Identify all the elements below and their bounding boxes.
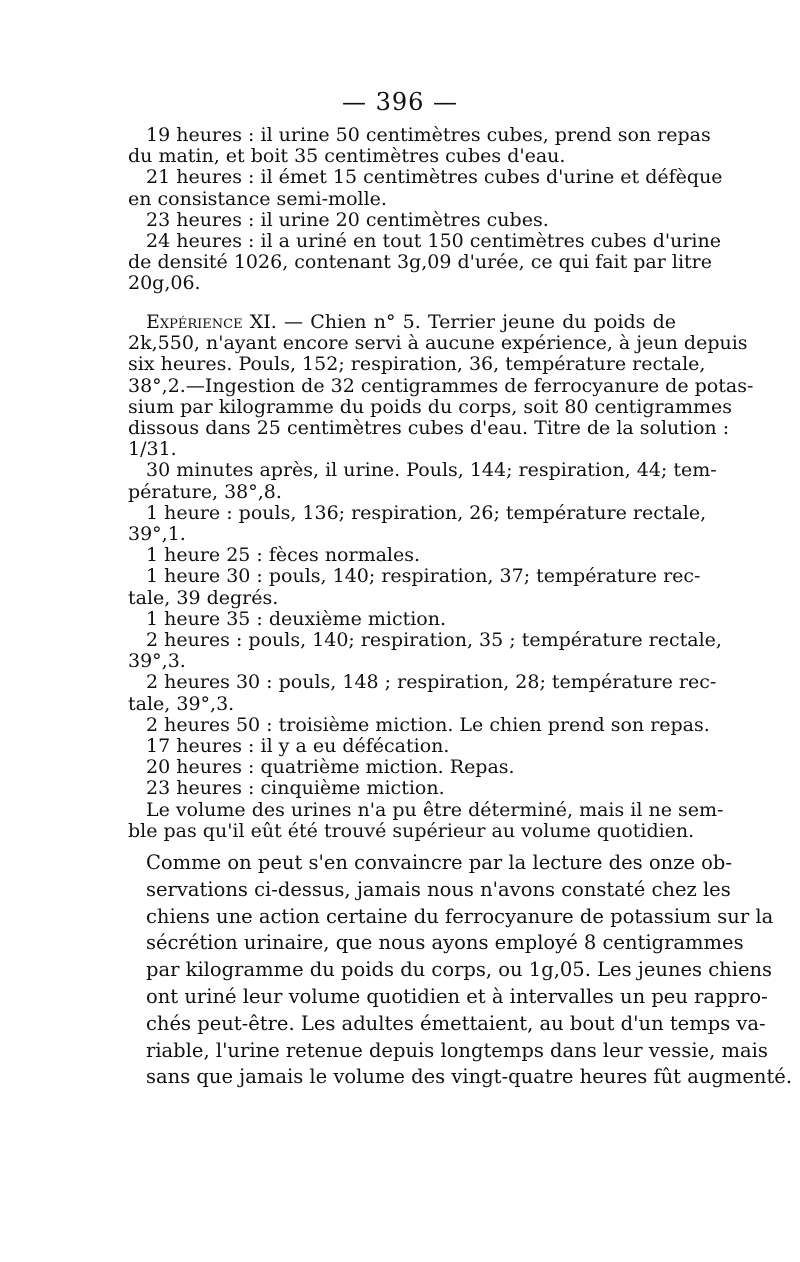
text-line: riable, l'urine retenue depuis longtemps dans leur vessie, mais <box>146 1038 768 1062</box>
text-line: 24 heures : il a uriné en tout 150 centimètres cubes d'urine <box>146 230 721 253</box>
observation-line: 30 minutes après, il urine. Pouls, 144; respiration, 44; tem- <box>146 459 717 482</box>
observation-line: tale, 39 degrés. <box>128 586 279 609</box>
text-line: 20g,06. <box>128 272 201 295</box>
observation-line: 1 heure 25 : fèces normales. <box>146 544 421 567</box>
text-line: chiens une action certaine du ferrocyanure de potassium sur la <box>146 904 774 928</box>
text-line: dissous dans 25 centimètres cubes d'eau. Titre de la solution : <box>128 417 730 440</box>
previous-experiment-entries <box>128 124 723 295</box>
text-line: six heures. Pouls, 152; respiration, 36, température rectale, <box>128 353 706 376</box>
experience-intro: — Chien n° 5. Terrier jeune du poids de <box>276 311 676 333</box>
observation-line: pérature, 38°,8. <box>128 480 282 503</box>
text-line: 38°,2.—Ingestion de 32 centigrammes de ferrocyanure de potas- <box>128 374 754 397</box>
text-line: 21 heures : il émet 15 centimètres cubes d'urine et défèque <box>146 166 723 189</box>
experience-xi <box>128 311 754 842</box>
text-line: ont uriné leur volume quotidien et à intervalles un peu rappro- <box>146 984 768 1008</box>
observation-line: ble pas qu'il eût été trouvé supérieur au volume quotidien. <box>128 819 695 842</box>
observation-line: tale, 39°,3. <box>128 692 235 715</box>
observation-line: 2 heures 30 : pouls, 148 ; respiration, 28; température rec- <box>146 671 717 694</box>
text-line: 2k,550, n'ayant encore servi à aucune expérience, à jeun depuis <box>128 332 748 355</box>
experience-heading-line <box>128 312 676 333</box>
page-number: — 396 — <box>341 88 459 116</box>
observation-line: 1 heure : pouls, 136; respiration, 26; température rectale, <box>146 501 707 524</box>
text-line: chés peut-être. Les adultes émettaient, au bout d'un temps va- <box>146 1011 766 1035</box>
observation-line: 23 heures : cinquième miction. <box>146 777 445 800</box>
experience-label: Expérience XI. <box>146 311 277 333</box>
observation-line: 2 heures : pouls, 140; respiration, 35 ; température rectale, <box>146 629 722 652</box>
text-line: servations ci-dessus, jamais nous n'avons constaté chez les <box>146 877 731 901</box>
text-line: 1/31. <box>128 438 177 461</box>
text-line: en consistance semi-molle. <box>128 187 387 210</box>
text-line: sans que jamais le volume des vingt-quatre heures fût augmenté. <box>146 1065 793 1089</box>
observation-line: 39°,1. <box>128 523 186 546</box>
text-line: par kilogramme du poids du corps, ou 1g,05. Les jeunes chiens <box>146 958 773 982</box>
text-line: de densité 1026, contenant 3g,09 d'urée, ce qui fait par litre <box>128 251 712 274</box>
observation-line: 1 heure 35 : deuxième miction. <box>146 607 447 630</box>
observation-line: 2 heures 50 : troisième miction. Le chien prend son repas. <box>146 713 710 736</box>
text-line: sécrétion urinaire, que nous ayons employé 8 centigrammes <box>146 931 744 955</box>
observation-line: 1 heure 30 : pouls, 140; respiration, 37; température rec- <box>146 565 701 588</box>
text-line: du matin, et boit 35 centimètres cubes d'eau. <box>128 145 566 168</box>
observation-line: 17 heures : il y a eu défécation. <box>146 735 450 758</box>
conclusion-paragraph <box>146 850 793 1091</box>
observation-line: 20 heures : quatrième miction. Repas. <box>146 756 515 779</box>
text-line: Comme on peut s'en convaincre par la lecture des onze ob- <box>146 851 732 874</box>
observation-line: 39°,3. <box>128 650 186 673</box>
text-line: 19 heures : il urine 50 centimètres cubes, prend son repas <box>146 124 711 146</box>
text-line: 23 heures : il urine 20 centimètres cubes. <box>146 208 549 231</box>
observation-line: Le volume des urines n'a pu être déterminé, mais il ne sem- <box>146 798 724 821</box>
text-line: sium par kilogramme du poids du corps, soit 80 centigrammes <box>128 395 732 418</box>
